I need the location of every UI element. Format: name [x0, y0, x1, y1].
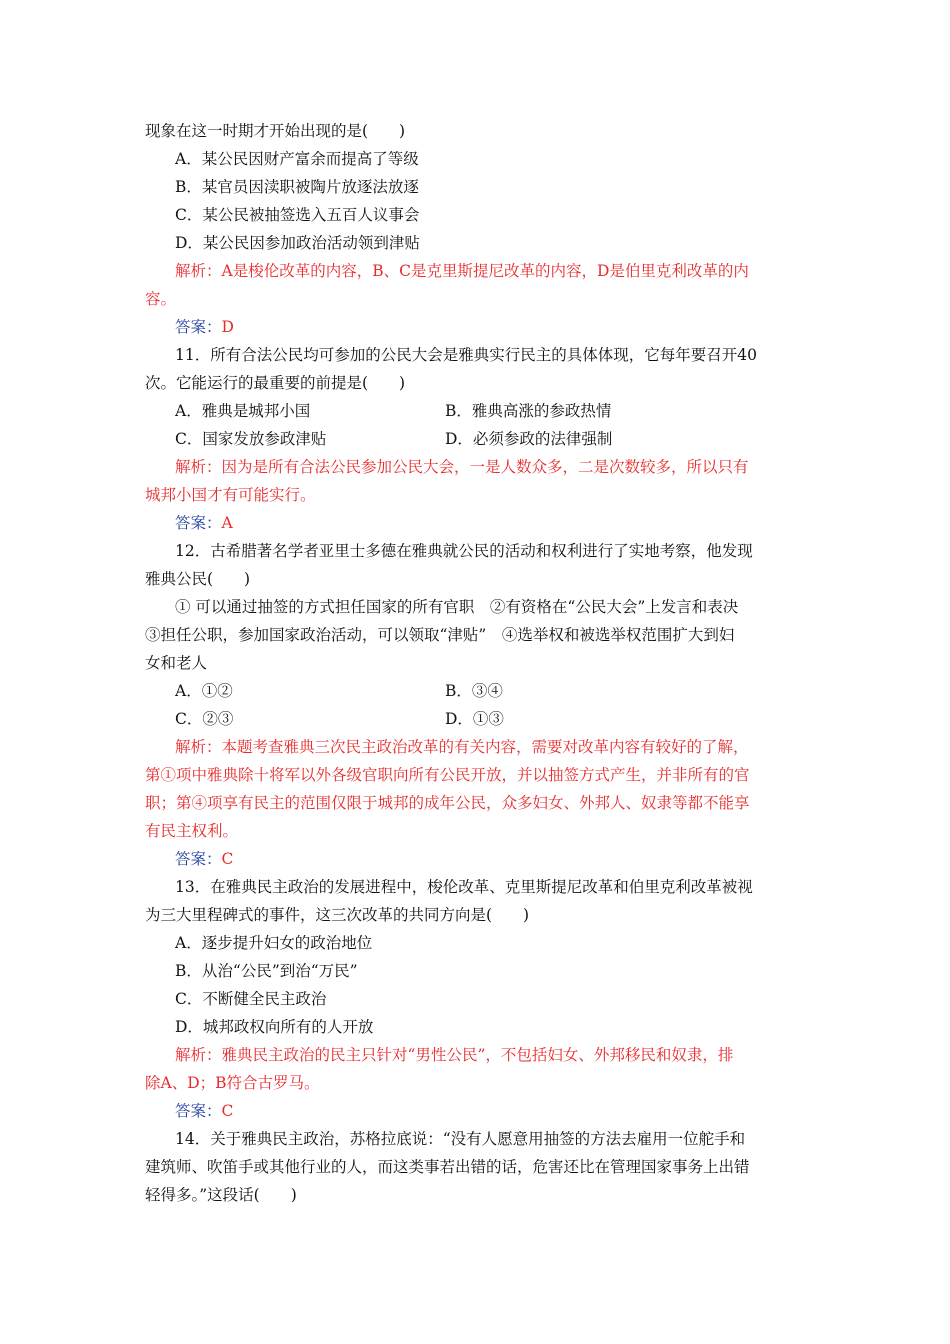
- q12-option-b: B．③④: [445, 682, 503, 700]
- q13-option-b: B．从治“公民”到治“万民”: [175, 962, 358, 980]
- q13-option-c: C．不断健全民主政治: [175, 990, 327, 1008]
- q12-options-row-2: [175, 707, 810, 731]
- q10-option-b: B．某官员因渎职被陶片放逐法放逐: [175, 178, 419, 196]
- q11-option-d: D．必须参政的法律强制: [445, 430, 613, 448]
- q14-stem-cont-2: 轻得多。”这段话( ): [145, 1186, 297, 1204]
- analysis-label: 解析：: [175, 738, 222, 756]
- answer-value: A: [221, 514, 233, 532]
- q11-stem-cont: 次。它能运行的最重要的前提是( ): [145, 374, 406, 392]
- q11-answer: [175, 511, 810, 535]
- q12-stem-cont: 雅典公民( ): [145, 570, 251, 588]
- answer-value: D: [221, 318, 234, 336]
- q11-options-row-1: [175, 399, 810, 423]
- q14-stem-cont: 建筑师、吹笛手或其他行业的人，而这类事若出错的话，危害还比在管理国家事务上出错: [145, 1158, 750, 1176]
- q11-options-row-2: [175, 427, 810, 451]
- q10-option-a: A．某公民因财产富余而提高了等级: [175, 150, 419, 168]
- q10-answer: [175, 315, 810, 339]
- q12-analysis-cont-2: 职；第④项享有民主的范围仅限于城邦的成年公民，众多妇女、外邦人、奴隶等都不能享: [145, 794, 750, 812]
- q11-option-b: B．雅典高涨的参政热情: [445, 402, 612, 420]
- answer-label: 答案：: [175, 850, 222, 868]
- q12-option-d: D．①③: [445, 710, 504, 728]
- q12-items-cont-2: 女和老人: [145, 654, 208, 672]
- analysis-label: 解析：: [175, 458, 222, 476]
- q12-option-c: C．②③: [175, 710, 234, 728]
- q11-option-c: C．国家发放参政津贴: [175, 430, 327, 448]
- q10-option-c: C．某公民被抽签选入五百人议事会: [175, 206, 420, 224]
- q11-analysis-cont: 城邦小国才有可能实行。: [145, 486, 316, 504]
- q12-items-cont: ③担任公职，参加国家政治活动，可以领取“津贴” ④选举权和被选举权范围扩大到妇: [145, 626, 735, 644]
- q13-option-d: D．城邦政权向所有的人开放: [175, 1018, 374, 1036]
- q12-items: ① 可以通过抽签的方式担任国家的所有官职 ②有资格在“公民大会”上发言和表决: [175, 598, 739, 616]
- q13-answer: [175, 1099, 810, 1123]
- answer-label: 答案：: [175, 318, 222, 336]
- q11-analysis: 解析：因为是所有合法公民参加公民大会，一是人数众多，二是次数较多，所以只有: [175, 458, 749, 476]
- analysis-label: 解析：: [175, 262, 222, 280]
- q14-stem: 14．关于雅典民主政治，苏格拉底说：“没有人愿意用抽签的方法去雇用一位舵手和: [175, 1130, 746, 1148]
- q12-answer: [175, 847, 810, 871]
- q10-option-d: D．某公民因参加政治活动领到津贴: [175, 234, 420, 252]
- q10-stem: 现象在这一时期才开始出现的是( ): [145, 122, 406, 140]
- q13-option-a: A．逐步提升妇女的政治地位: [175, 934, 373, 952]
- q13-analysis: 解析：雅典民主政治的民主只针对“男性公民”，不包括妇女、外邦移民和奴隶，排: [175, 1046, 734, 1064]
- answer-value: C: [221, 850, 234, 868]
- q12-analysis-cont-3: 有民主权利。: [145, 822, 239, 840]
- answer-value: C: [221, 1102, 234, 1120]
- q13-analysis-cont: 除A、D；B符合古罗马。: [145, 1074, 320, 1092]
- q13-stem: 13．在雅典民主政治的发展进程中，梭伦改革、克里斯提尼改革和伯里克利改革被视: [175, 878, 753, 896]
- q10-analysis: 解析：A是梭伦改革的内容，B、C是克里斯提尼改革的内容，D是伯里克利改革的内: [175, 262, 749, 280]
- q12-analysis: 解析：本题考查雅典三次民主政治改革的有关内容，需要对改革内容有较好的了解，: [175, 738, 749, 756]
- q12-stem: 12．古希腊著名学者亚里士多德在雅典就公民的活动和权利进行了实地考察，他发现: [175, 542, 753, 560]
- q11-stem: 11．所有合法公民均可参加的公民大会是雅典实行民主的具体体现，它每年要召开40: [175, 346, 757, 364]
- q11-option-a: A．雅典是城邦小国: [175, 402, 311, 420]
- q13-stem-cont: 为三大里程碑式的事件，这三次改革的共同方向是( ): [145, 906, 530, 924]
- q10-analysis-cont: 容。: [145, 290, 177, 308]
- q12-option-a: A．①②: [175, 682, 233, 700]
- q12-analysis-cont: 第①项中雅典除十将军以外各级官职向所有公民开放，并以抽签方式产生，并非所有的官: [145, 766, 750, 784]
- answer-label: 答案：: [175, 514, 222, 532]
- analysis-label: 解析：: [175, 1046, 222, 1064]
- answer-label: 答案：: [175, 1102, 222, 1120]
- q12-options-row-1: [175, 679, 810, 703]
